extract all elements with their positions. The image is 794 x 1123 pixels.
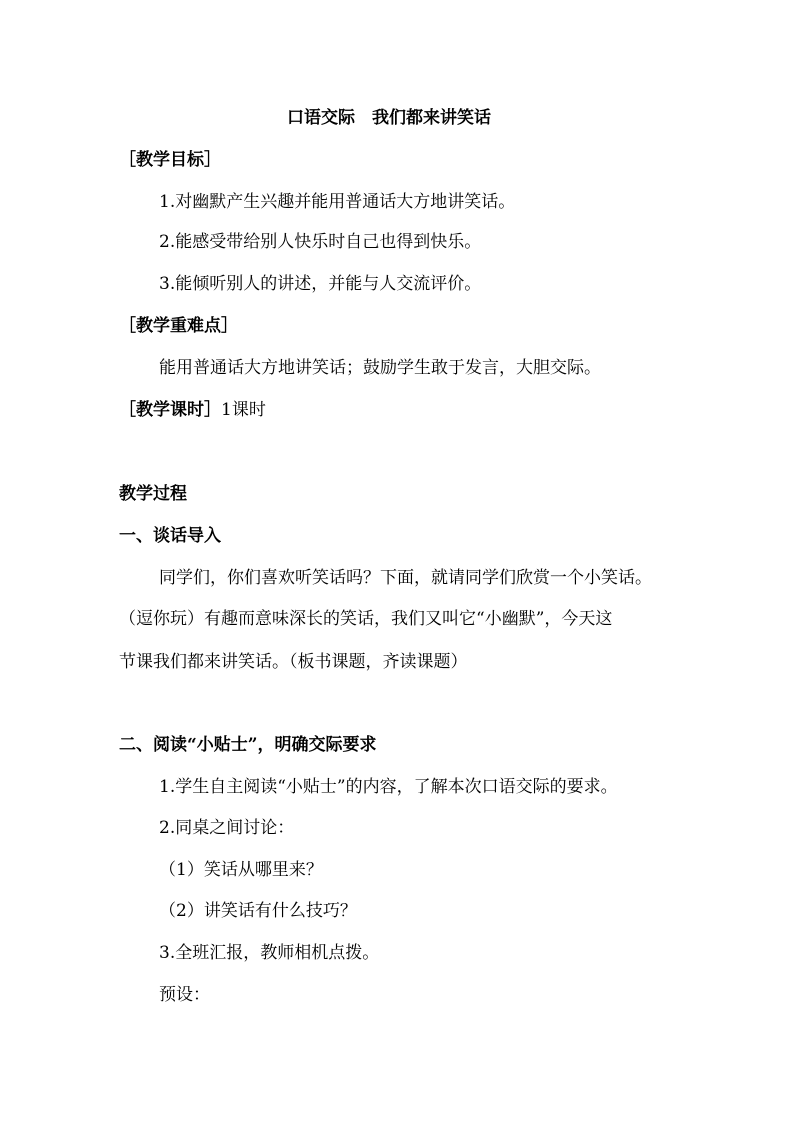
- class-hours-text: 1课时: [221, 400, 266, 420]
- part1-paragraph-line: 同学们，你们喜欢听笑话吗？下面，就请同学们欣赏一个小笑话。: [159, 568, 652, 588]
- goal-item: 3.能倾听别人的讲述，并能与人交流评价。: [159, 274, 482, 294]
- document-title: 口语交际 我们都来讲笑话: [287, 108, 491, 128]
- process-heading: 教学过程: [119, 484, 187, 504]
- part2-line: （1）笑话从哪里来？: [159, 860, 323, 880]
- part2-line: 1.学生自主阅读“小贴士”的内容，了解本次口语交际的要求。: [159, 777, 618, 797]
- key-points-text: 能用普通话大方地讲笑话；鼓励学生敢于发言，大胆交际。: [159, 358, 601, 378]
- part1-paragraph-line: （逗你玩）有趣而意味深长的笑话，我们又叫它“小幽默”，今天这: [119, 609, 613, 629]
- part2-line: （2）讲笑话有什么技巧？: [159, 901, 357, 921]
- part2-heading: 二、阅读“小贴士”，明确交际要求: [119, 735, 377, 755]
- goal-item: 2.能感受带给别人快乐时自己也得到快乐。: [159, 232, 482, 252]
- part2-line: 3.全班汇报，教师相机点拨。: [159, 943, 380, 963]
- goals-heading: ［教学目标］: [119, 150, 221, 170]
- class-hours-row: [119, 398, 266, 422]
- class-hours-heading: ［教学课时］: [119, 400, 221, 420]
- key-points-heading: ［教学重难点］: [119, 316, 238, 336]
- part1-paragraph-line: 节课我们都来讲笑话。（板书课题，齐读课题）: [119, 652, 468, 672]
- part1-heading: 一、谈话导入: [119, 526, 221, 546]
- goal-item: 1.对幽默产生兴趣并能用普通话大方地讲笑话。: [159, 192, 516, 212]
- part2-line: 预设：: [159, 985, 210, 1005]
- part2-line: 2.同桌之间讨论：: [159, 818, 295, 838]
